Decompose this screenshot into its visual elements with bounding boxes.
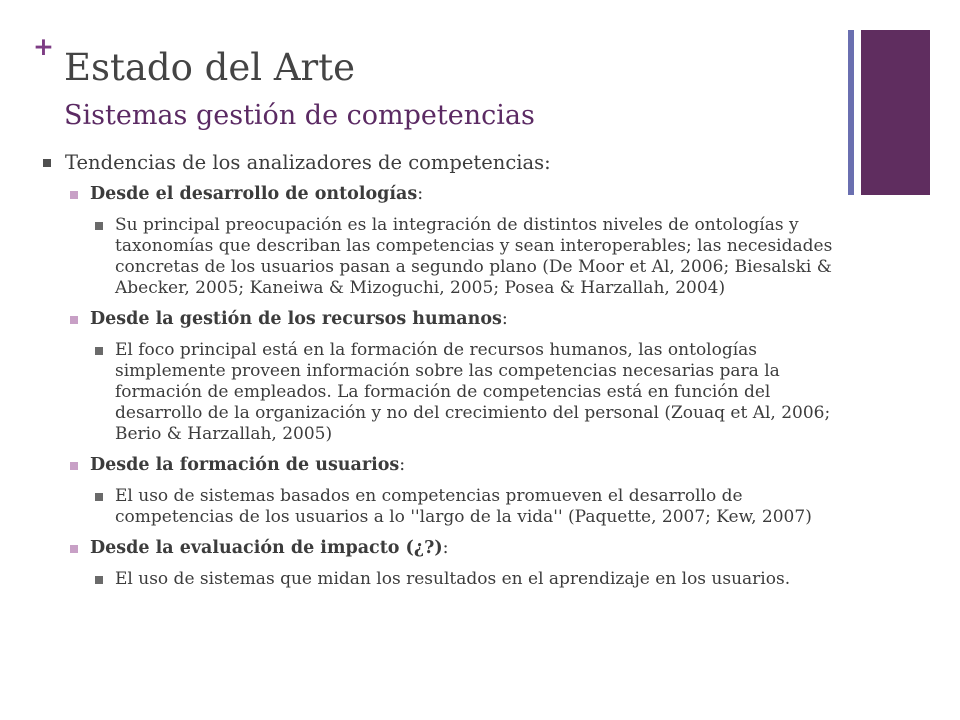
plus-icon: + <box>33 32 54 61</box>
section-text: El uso de sistemas que midan los resultados en el aprendizaje en los usuarios. <box>115 569 791 589</box>
section-heading: Desde el desarrollo de ontologías <box>90 184 418 204</box>
square-bullet-icon <box>70 316 78 324</box>
section-text: El foco principal está en la formación de recursos humanos, las ontologías simplemente proveen información sobre las competencias necesarias para la formación de empleados. La formación de competencias está en función del desarrollo de la organización y no del crecimiento del personal (Zouaq et Al, 2006; Berio & Harzallah, 2005) <box>115 340 831 444</box>
section-text: Su principal preocupación es la integración de distintos niveles de ontologías y taxonomías que describan las competencias y sean interoperables; las necesidades concretas de los usuarios pasan a segundo plano (De Moor et Al, 2006; Biesalski & Abecker, 2005; Kaneiwa & Mizoguchi, 2005; Posea & Harzallah, 2004) <box>115 215 833 298</box>
section-heading: Desde la evaluación de impacto (¿?) <box>90 538 443 558</box>
accent-bar-thick <box>861 30 930 195</box>
square-bullet-icon <box>43 159 51 167</box>
square-bullet-icon <box>95 347 103 355</box>
heading-colon: : <box>501 309 508 329</box>
square-bullet-icon <box>95 493 103 501</box>
accent-bar-thin <box>848 30 854 195</box>
heading-colon: : <box>417 184 424 204</box>
section-heading: Desde la gestión de los recursos humanos <box>90 309 502 329</box>
section-heading-item <box>40 183 840 205</box>
square-bullet-icon <box>95 576 103 584</box>
square-bullet-icon <box>70 191 78 199</box>
section-heading-item <box>40 537 840 559</box>
section-heading: Desde la formación de usuarios <box>90 455 400 475</box>
slide-title: Estado del Arte <box>64 46 355 89</box>
section-text-item <box>40 569 840 590</box>
intro-item <box>40 150 840 175</box>
section-text-item <box>40 215 840 299</box>
section-text: El uso de sistemas basados en competencias promueven el desarrollo de competencias de los usuarios a lo ''largo de la vida'' (Paquette, 2007; Kew, 2007) <box>115 486 812 527</box>
section-text-item <box>40 340 840 445</box>
section-text-item <box>40 486 840 528</box>
square-bullet-icon <box>70 545 78 553</box>
square-bullet-icon <box>70 462 78 470</box>
section-heading-item <box>40 308 840 330</box>
section-heading-item <box>40 454 840 476</box>
square-bullet-icon <box>95 222 103 230</box>
heading-colon: : <box>399 455 406 475</box>
slide-subtitle: Sistemas gestión de competencias <box>64 100 535 131</box>
intro-text: Tendencias de los analizadores de competencias: <box>65 151 551 174</box>
slide-content <box>40 150 840 599</box>
heading-colon: : <box>442 538 449 558</box>
